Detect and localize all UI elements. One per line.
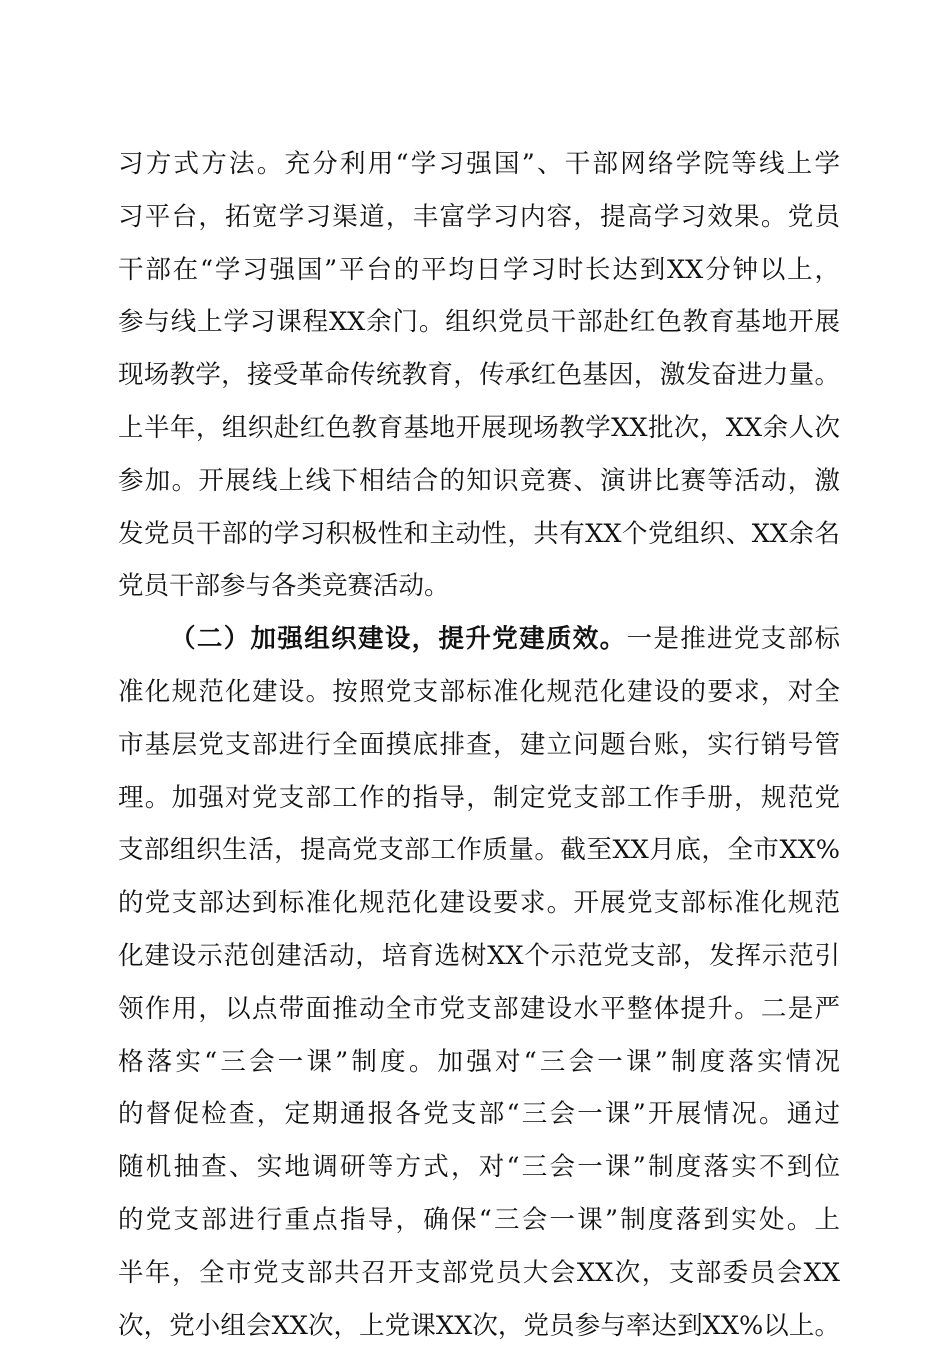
text-line-content: 化建设示范创建活动，培育选树XX个示范党支部，发挥示范引 bbox=[118, 940, 840, 971]
text-line-content: 参加。开展线上线下相结合的知识竞赛、演讲比赛等活动，激 bbox=[118, 465, 840, 496]
text-line bbox=[118, 560, 848, 613]
text-line-content: 格落实“三会一课”制度。加强对“三会一课”制度落实情况 bbox=[118, 1046, 840, 1077]
text-line-content: 的党支部达到标准化规范化建设要求。开展党支部标准化规范 bbox=[118, 888, 840, 919]
text-line-content: 随机抽查、实地调研等方式，对“三会一课”制度落实不到位 bbox=[118, 1152, 840, 1183]
text-line bbox=[118, 1088, 848, 1141]
text-line-content: 准化规范化建设。按照党支部标准化规范化建设的要求，对全 bbox=[118, 676, 840, 707]
text-line bbox=[118, 349, 848, 402]
text-line bbox=[118, 402, 848, 455]
text-line bbox=[118, 1141, 848, 1194]
text-line-content: 次，党小组会XX次，上党课XX次，党员参与率达到XX%以上。 bbox=[118, 1310, 840, 1341]
text-line-content: 干部在“学习强国”平台的平均日学习时长达到XX分钟以上， bbox=[118, 254, 840, 285]
text-line bbox=[118, 296, 848, 349]
text-line bbox=[118, 1300, 848, 1352]
document-body bbox=[118, 138, 848, 1352]
paragraph-first-line-content bbox=[170, 613, 840, 666]
text-line bbox=[118, 244, 848, 297]
text-line bbox=[118, 824, 848, 877]
text-line bbox=[118, 772, 848, 825]
text-line bbox=[118, 455, 848, 508]
section-heading: （二）加强组织建设，提升党建质效。 bbox=[170, 624, 627, 655]
paragraph-first-line bbox=[118, 613, 848, 666]
text-line-content: 参与线上学习课程XX余门。组织党员干部赴红色教育基地开展 bbox=[118, 307, 840, 338]
text-line bbox=[118, 666, 848, 719]
text-line bbox=[118, 877, 848, 930]
text-line bbox=[118, 1036, 848, 1089]
text-line-content: 的督促检查，定期通报各党支部“三会一课”开展情况。通过 bbox=[118, 1099, 840, 1130]
text-line-content: 现场教学，接受革命传统教育，传承红色基因，激发奋进力量。 bbox=[118, 360, 840, 391]
text-line-content: 领作用，以点带面推动全市党支部建设水平整体提升。二是严 bbox=[118, 993, 840, 1024]
text-line bbox=[118, 191, 848, 244]
text-line bbox=[118, 508, 848, 561]
text-line bbox=[118, 1194, 848, 1247]
text-line-content: 半年，全市党支部共召开支部党员大会XX次，支部委员会XX bbox=[118, 1257, 840, 1288]
text-line bbox=[118, 1247, 848, 1300]
text-line bbox=[118, 983, 848, 1036]
text-line bbox=[118, 930, 848, 983]
text-line-content: 发党员干部的学习积极性和主动性，共有XX个党组织、XX余名 bbox=[118, 518, 840, 549]
text-line-content: 理。加强对党支部工作的指导，制定党支部工作手册，规范党 bbox=[118, 782, 840, 813]
text-line-content: 党员干部参与各类竞赛活动。 bbox=[118, 571, 450, 602]
text-line-content: 市基层党支部进行全面摸底排查，建立问题台账，实行销号管 bbox=[118, 729, 840, 760]
text-line-content: 支部组织生活，提高党支部工作质量。截至XX月底，全市XX% bbox=[118, 835, 840, 866]
text-line-content: 的党支部进行重点指导，确保“三会一课”制度落到实处。上 bbox=[118, 1204, 840, 1235]
text-line-content: 上半年，组织赴红色教育基地开展现场教学XX批次，XX余人次 bbox=[118, 412, 840, 443]
text-line-content: 习方式方法。充分利用“学习强国”、干部网络学院等线上学 bbox=[118, 149, 840, 179]
text-line-content: 习平台，拓宽学习渠道，丰富学习内容，提高学习效果。党员 bbox=[118, 201, 840, 232]
text-line bbox=[118, 138, 848, 191]
text-line bbox=[118, 719, 848, 772]
heading-following-text: 一是推进党支部标 bbox=[626, 624, 840, 655]
